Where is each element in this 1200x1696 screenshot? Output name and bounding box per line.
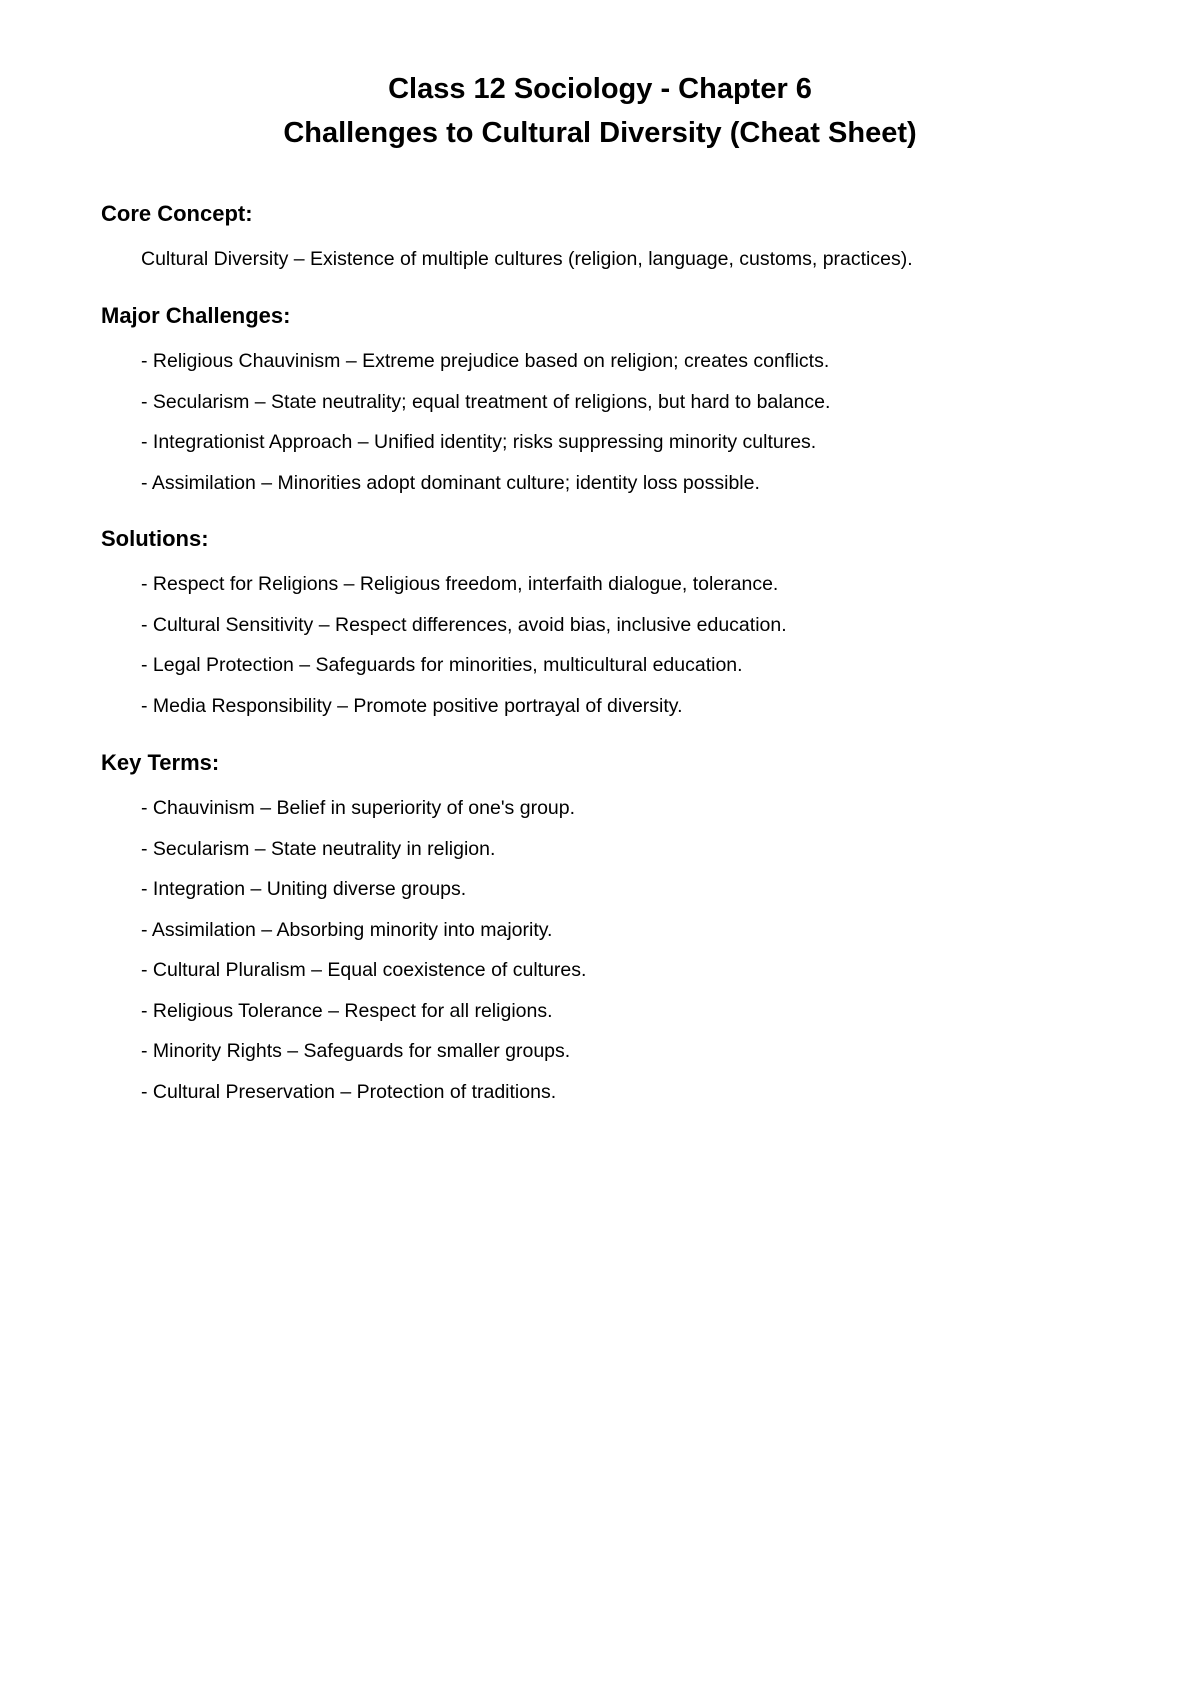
section-solutions	[101, 524, 1121, 726]
list-item: - Cultural Preservation – Protection of traditions.	[141, 1080, 557, 1103]
list-item: - Religious Chauvinism – Extreme prejudice based on religion; creates conflicts.	[141, 350, 830, 372]
list-item: - Secularism – State neutrality in religion.	[141, 837, 496, 860]
list-item: - Assimilation – Minorities adopt dominant culture; identity loss possible.	[141, 471, 760, 494]
list-item: - Assimilation – Absorbing minority into majority.	[141, 918, 553, 941]
section-major-challenges	[101, 301, 1121, 503]
list-item: Cultural Diversity – Existence of multiple cultures (religion, language, customs, practices).	[141, 248, 913, 270]
section-heading: Core Concept:	[101, 201, 253, 226]
list-item: - Legal Protection – Safeguards for minorities, multicultural education.	[141, 654, 743, 676]
list-item: - Secularism – State neutrality; equal treatment of religions, but hard to balance.	[141, 390, 831, 413]
section-core-concept	[101, 199, 1121, 280]
section-heading: Major Challenges:	[101, 303, 291, 328]
list-item: - Integration – Uniting diverse groups.	[141, 878, 467, 900]
list-item: - Media Responsibility – Promote positive portrayal of diversity.	[141, 694, 683, 717]
title-line-1: Class 12 Sociology - Chapter 6	[388, 73, 812, 105]
list-item: - Respect for Religions – Religious freedom, interfaith dialogue, tolerance.	[141, 573, 779, 595]
section-heading: Solutions:	[101, 526, 209, 551]
page-title	[0, 67, 1200, 155]
list-item: - Religious Tolerance – Respect for all religions.	[141, 999, 553, 1022]
list-item: - Minority Rights – Safeguards for smaller groups.	[141, 1040, 571, 1062]
title-line-2: Challenges to Cultural Diversity (Cheat Sheet)	[283, 117, 917, 149]
list-item: - Cultural Sensitivity – Respect differences, avoid bias, inclusive education.	[141, 613, 787, 636]
list-item: - Cultural Pluralism – Equal coexistence of cultures.	[141, 959, 587, 981]
list-item: - Chauvinism – Belief in superiority of one's group.	[141, 797, 576, 819]
list-item: - Integrationist Approach – Unified identity; risks suppressing minority cultures.	[141, 431, 817, 453]
section-heading: Key Terms:	[101, 750, 220, 775]
section-key-terms	[101, 748, 1121, 1112]
